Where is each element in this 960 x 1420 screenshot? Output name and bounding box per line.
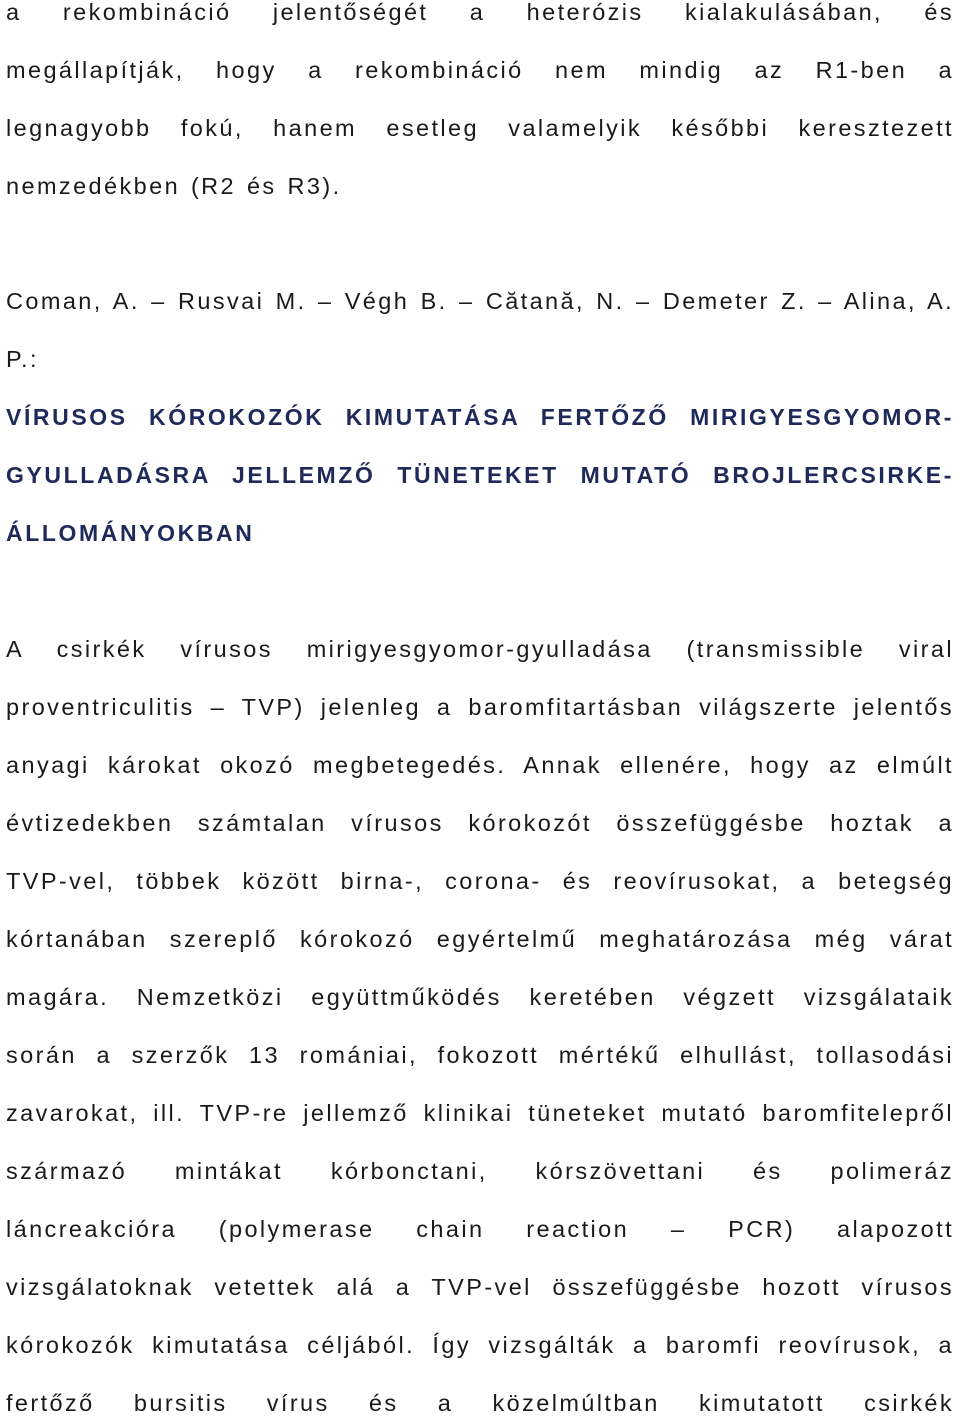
- body-line: évtizedekben számtalan vírusos kórokozót összefüggésbe hoztak a: [6, 810, 954, 836]
- body-line: fertőző bursitis vírus és a közelmúltban kimutatott csirkék: [6, 1390, 954, 1416]
- body-line: vizsgálatoknak vetettek alá a TVP-vel összefüggésbe hozott vírusos: [6, 1274, 954, 1300]
- body-line: A csirkék vírusos mirigyesgyomor-gyulladása (transmissible viral: [6, 636, 954, 662]
- intro-line: megállapítják, hogy a rekombináció nem mindig az R1-ben a: [6, 57, 954, 83]
- article-title-line: VÍRUSOS KÓROKOZÓK KIMUTATÁSA FERTŐZŐ MIRIGYESGYOMOR-: [6, 404, 954, 430]
- body-line: származó mintákat kórbonctani, kórszövettani és polimeráz: [6, 1158, 954, 1184]
- intro-line: a rekombináció jelentőségét a heterózis kialakulásában, és: [6, 0, 954, 25]
- article-title-line: ÁLLOMÁNYOKBAN: [6, 520, 255, 546]
- body-line: zavarokat, ill. TVP-re jellemző klinikai tüneteket mutató baromfitelepről: [6, 1100, 954, 1126]
- body-line: kórtanában szereplő kórokozó egyértelmű meghatározása még várat: [6, 926, 954, 952]
- intro-line: nemzedékben (R2 és R3).: [6, 173, 342, 199]
- body-line: magára. Nemzetközi együttműködés keretében végzett vizsgálataik: [6, 984, 954, 1010]
- body-line: proventriculitis – TVP) jelenleg a baromfitartásban világszerte jelentős: [6, 694, 954, 720]
- body-line: során a szerzők 13 romániai, fokozott mértékű elhullást, tollasodási: [6, 1042, 954, 1068]
- body-line: kórokozók kimutatása céljából. Így vizsgálták a baromfi reovírusok, a: [6, 1332, 954, 1358]
- body-line: TVP-vel, többek között birna-, corona- és reovírusokat, a betegség: [6, 868, 954, 894]
- body-line: anyagi károkat okozó megbetegedés. Annak ellenére, hogy az elmúlt: [6, 752, 954, 778]
- intro-line: legnagyobb fokú, hanem esetleg valamelyik későbbi keresztezett: [6, 115, 954, 141]
- article-title-line: GYULLADÁSRA JELLEMZŐ TÜNETEKET MUTATÓ BROJLERCSIRKE-: [6, 462, 954, 488]
- authors-line: P.:: [6, 346, 39, 372]
- body-line: láncreakcióra (polymerase chain reaction – PCR) alapozott: [6, 1216, 954, 1242]
- authors-line: Coman, A. – Rusvai M. – Végh B. – Cătană, N. – Demeter Z. – Alina, A.: [6, 288, 954, 314]
